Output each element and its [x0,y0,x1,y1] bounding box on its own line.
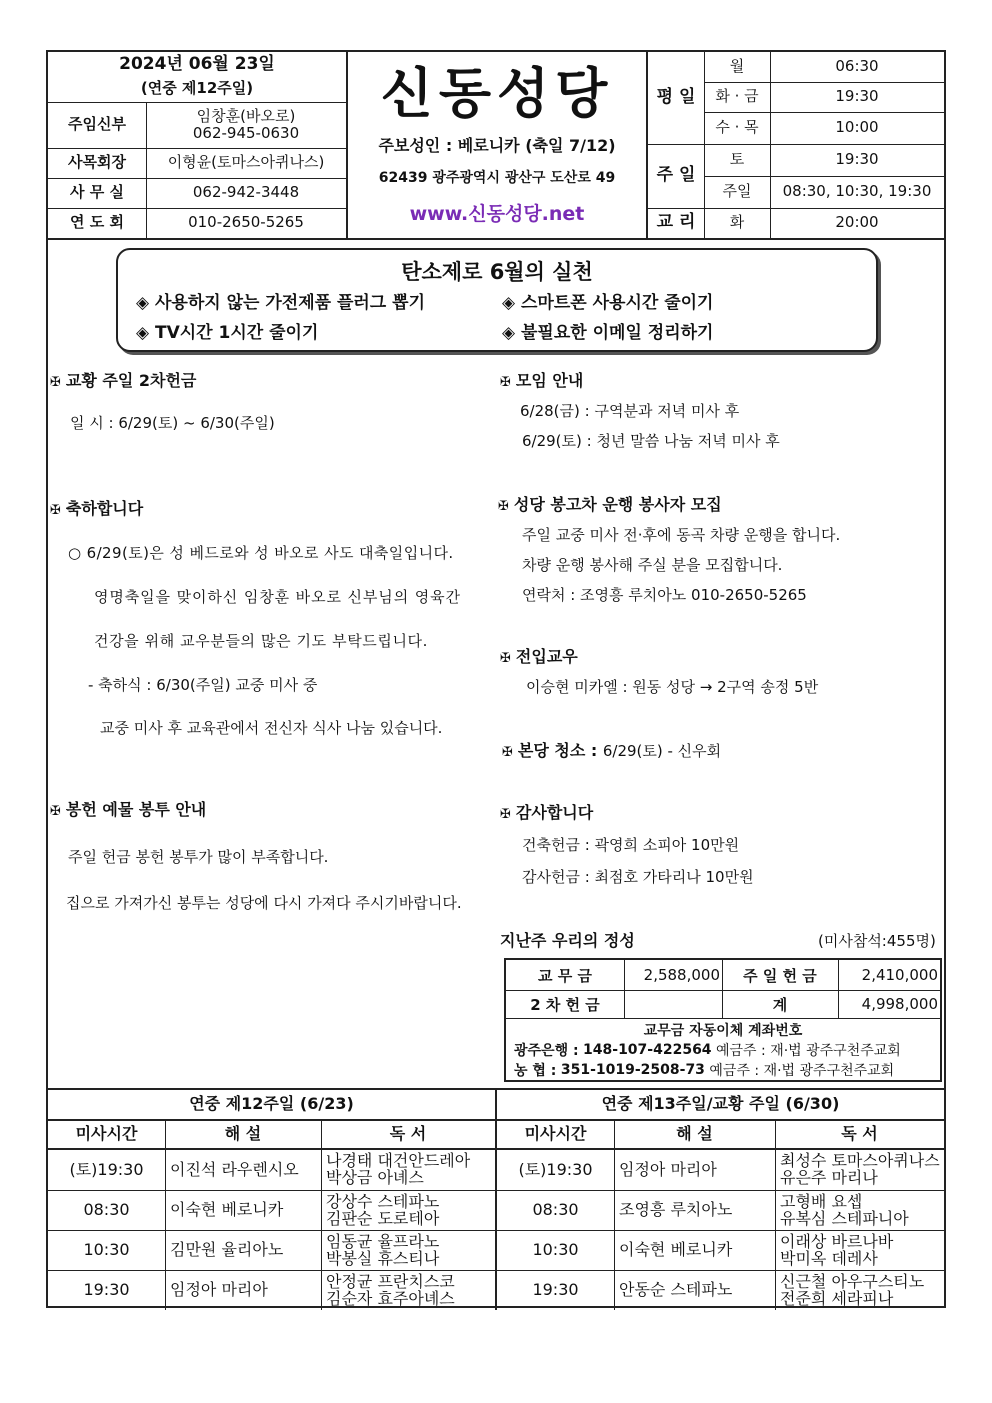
council-label: 사목회장 [68,153,126,172]
volunteer-line: 연락처 : 조영흥 루치아노 010-2650-5265 [522,586,807,604]
pastor-label: 주임신부 [68,115,126,134]
commentator-cell: 임정아 마리아 [170,1280,268,1300]
offering-label: 계 [772,995,788,1014]
meeting-line: 6/28(금) : 구역분과 저녁 미사 후 [520,402,740,420]
right-schedule-title: 연중 제13주일/교황 주일 (6/30) [601,1094,840,1114]
reader-cell: 안정균 프란치스코 김순자 효주아녜스 [326,1271,455,1308]
col-commentary: 해 설 [224,1124,262,1144]
cleaning-section-title: ✠ 본당 청소 : 6/29(토) - 신우회 [502,741,722,760]
mass-day: 화 · 금 [715,87,759,106]
header [48,52,944,240]
attendance-count: (미사참석:455명) [818,932,936,950]
cross-icon: ✠ [50,804,61,819]
papal-section-title: ✠ 교황 주일 2차헌금 [50,371,197,390]
parish-title: 신동성당 [380,61,614,125]
offering-total: 4,998,000 [861,995,938,1013]
reader-cell: 강상수 스테파노 김판순 도로테아 [326,1191,440,1228]
office-label: 사 무 실 [70,183,124,202]
liturgical-week: (연중 제12주일) [140,79,254,98]
transfer-line: 이승현 미카엘 : 원동 성당 → 2구역 송정 5반 [526,678,819,696]
meeting-line: 6/29(토) : 청년 말씀 나눔 저녁 미사 후 [522,432,780,450]
bank-account-1: 광주은행 : 148-107-422564 예금주 : 재·법 광주구천주교회 [514,1042,901,1059]
patron-saint: 주보성인 : 베로니카 (축일 7/12) [378,135,616,155]
congrats-section-title: ✠ 축하합니다 [50,499,144,518]
parish-website-link[interactable]: www.신동성당.net [409,203,585,226]
mass-time-cell: 08:30 [83,1200,130,1220]
bank-account-2: 농 협 : 351-1019-2508-73 예금주 : 재·법 광주구천주교회 [514,1062,895,1079]
cross-icon: ✠ [502,745,513,760]
banner-item: ◈ TV시간 1시간 줄이기 [136,323,319,343]
mass-day: 주일 [722,182,752,201]
thanks-section-title: ✠ 감사합니다 [500,803,594,822]
mass-time-cell: 10:30 [532,1240,579,1260]
offering-label: 교 무 금 [538,966,592,985]
mass-time: 10:00 [835,118,879,137]
offering-value: 2,410,000 [861,966,938,984]
cross-icon: ✠ [500,651,511,666]
mass-time: 08:30, 10:30, 19:30 [782,182,932,201]
reader-cell: 최성수 토마스아퀴나스 유은주 마리나 [780,1151,940,1187]
commentator-cell: 이숙현 베로니카 [619,1240,733,1260]
pastor-name: 임창훈(바오로) [196,106,296,125]
left-schedule-title: 연중 제12주일 (6/23) [189,1094,354,1114]
cross-icon: ✠ [50,503,61,518]
commentator-cell: 김만원 율리아노 [170,1240,284,1260]
cross-icon: ✠ [500,807,511,822]
congrats-line: - 축하식 : 6/30(주일) 교중 미사 중 [88,676,318,694]
cross-icon: ✠ [500,375,511,390]
envelope-line: 주일 헌금 봉헌 봉투가 많이 부족합니다. [68,848,329,866]
volunteer-line: 주일 교중 미사 전·후에 동곡 차량 운행을 합니다. [522,526,841,544]
mass-time: 06:30 [835,57,879,76]
sunday-label: 주 일 [656,165,696,186]
commentator-cell: 이숙현 베로니카 [170,1200,284,1220]
mass-time-cell: 08:30 [532,1200,579,1220]
commentator-cell: 이진석 라우렌시오 [170,1159,299,1179]
col-reading: 독 서 [841,1124,878,1144]
reader-cell: 이래상 바르나바 박미옥 데레사 [780,1231,894,1268]
reader-cell: 임동균 율프라노 박봉실 휴스티나 [326,1231,440,1268]
congrats-line: 영명축일을 맞이하신 임창훈 바오로 신부님의 영육간 [94,588,461,606]
mass-day: 수 · 목 [715,118,759,137]
offering-label: 주 일 헌 금 [743,966,817,985]
cross-icon: ✠ [50,375,61,390]
col-mass-time: 미사시간 [524,1124,587,1144]
council-name: 이형윤(토마스아퀴나스) [167,153,325,172]
yeondo-label: 연 도 회 [70,213,124,232]
transfer-section-title: ✠ 전입교우 [500,647,578,666]
commentator-cell: 임정아 마리아 [619,1159,717,1179]
bulletin-date: 2024년 06월 23일 [119,54,275,75]
yeondo-phone: 010-2650-5265 [188,213,304,232]
offering-table [504,958,942,1082]
pastor-phone: 062-945-0630 [192,124,300,142]
commentator-cell: 안동순 스테파노 [619,1280,733,1300]
commentator-cell: 조영흥 루치아노 [619,1200,733,1220]
pastor-info [146,102,346,148]
offering-value: 2,588,000 [643,966,720,984]
thanks-line: 건축헌금 : 곽영희 소피아 10만원 [522,836,740,854]
reader-schedule [48,1088,944,1310]
mass-day: 토 [729,150,745,169]
cross-icon: ✠ [498,499,509,514]
office-phone: 062-942-3448 [192,183,300,202]
meeting-section-title: ✠ 모임 안내 [500,371,584,390]
offering-label: 2 차 헌 금 [530,995,600,1014]
mass-day: 화 [729,213,745,232]
reader-cell: 나경태 대건안드레아 박상금 아녜스 [326,1151,471,1187]
mass-time-cell: 10:30 [83,1240,130,1260]
volunteer-line: 차량 운행 봉사해 주실 분을 모집합니다. [522,556,783,574]
mass-time: 19:30 [835,150,879,169]
volunteer-section-title: ✠ 성당 봉고차 운행 봉사자 모집 [498,495,722,514]
congrats-line: 건강을 위해 교우분들의 많은 기도 부탁드립니다. [94,632,429,650]
mass-day: 월 [729,57,745,76]
banner-item: ◈ 사용하지 않는 가전제품 플러그 뽑기 [136,293,425,313]
banner-item: ◈ 스마트폰 사용시간 줄이기 [502,293,714,313]
account-title: 교무금 자동이체 계좌번호 [643,1023,803,1039]
mass-time-cell: (토)19:30 [69,1159,144,1179]
envelope-section-title: ✠ 봉헌 예물 봉투 안내 [50,800,207,819]
carbon-zero-banner [116,248,878,352]
banner-item: ◈ 불필요한 이메일 정리하기 [502,323,714,343]
offering-title: 지난주 우리의 정성 [500,931,635,950]
parish-address: 62439 광주광역시 광산구 도산로 49 [378,169,616,186]
cleaning-value: 6/29(토) - 신우회 [602,742,722,760]
reader-cell: 신근철 아우구스티노 전준희 세라피나 [780,1271,925,1308]
mass-time-cell: 19:30 [83,1280,130,1300]
mass-time-cell: (토)19:30 [518,1159,593,1179]
reader-cell: 고형배 요셉 유복심 스테파니아 [780,1191,909,1228]
offering-value [624,990,722,1018]
congrats-line: ○ 6/29(토)은 성 베드로와 성 바오로 사도 대축일입니다. [68,544,454,562]
papal-date: 일 시 : 6/29(토) ~ 6/30(주일) [70,414,275,432]
catechism-label: 교 리 [656,212,696,233]
col-reading: 독 서 [389,1124,427,1144]
mass-time: 20:00 [835,213,879,232]
envelope-line: 집으로 가져가신 봉투는 성당에 다시 가져다 주시기바랍니다. [66,894,462,912]
weekday-label: 평 일 [656,87,696,108]
mass-time-cell: 19:30 [532,1280,579,1300]
banner-title: 탄소제로 6월의 실천 [401,260,593,284]
thanks-line: 감사헌금 : 최점호 가타리나 10만원 [522,868,754,886]
mass-time: 19:30 [835,87,879,106]
congrats-line: 교중 미사 후 교육관에서 전신자 식사 나눔 있습니다. [100,719,443,737]
col-mass-time: 미사시간 [75,1124,138,1144]
bulletin-page [46,50,946,1308]
col-commentary: 해 설 [676,1124,713,1144]
